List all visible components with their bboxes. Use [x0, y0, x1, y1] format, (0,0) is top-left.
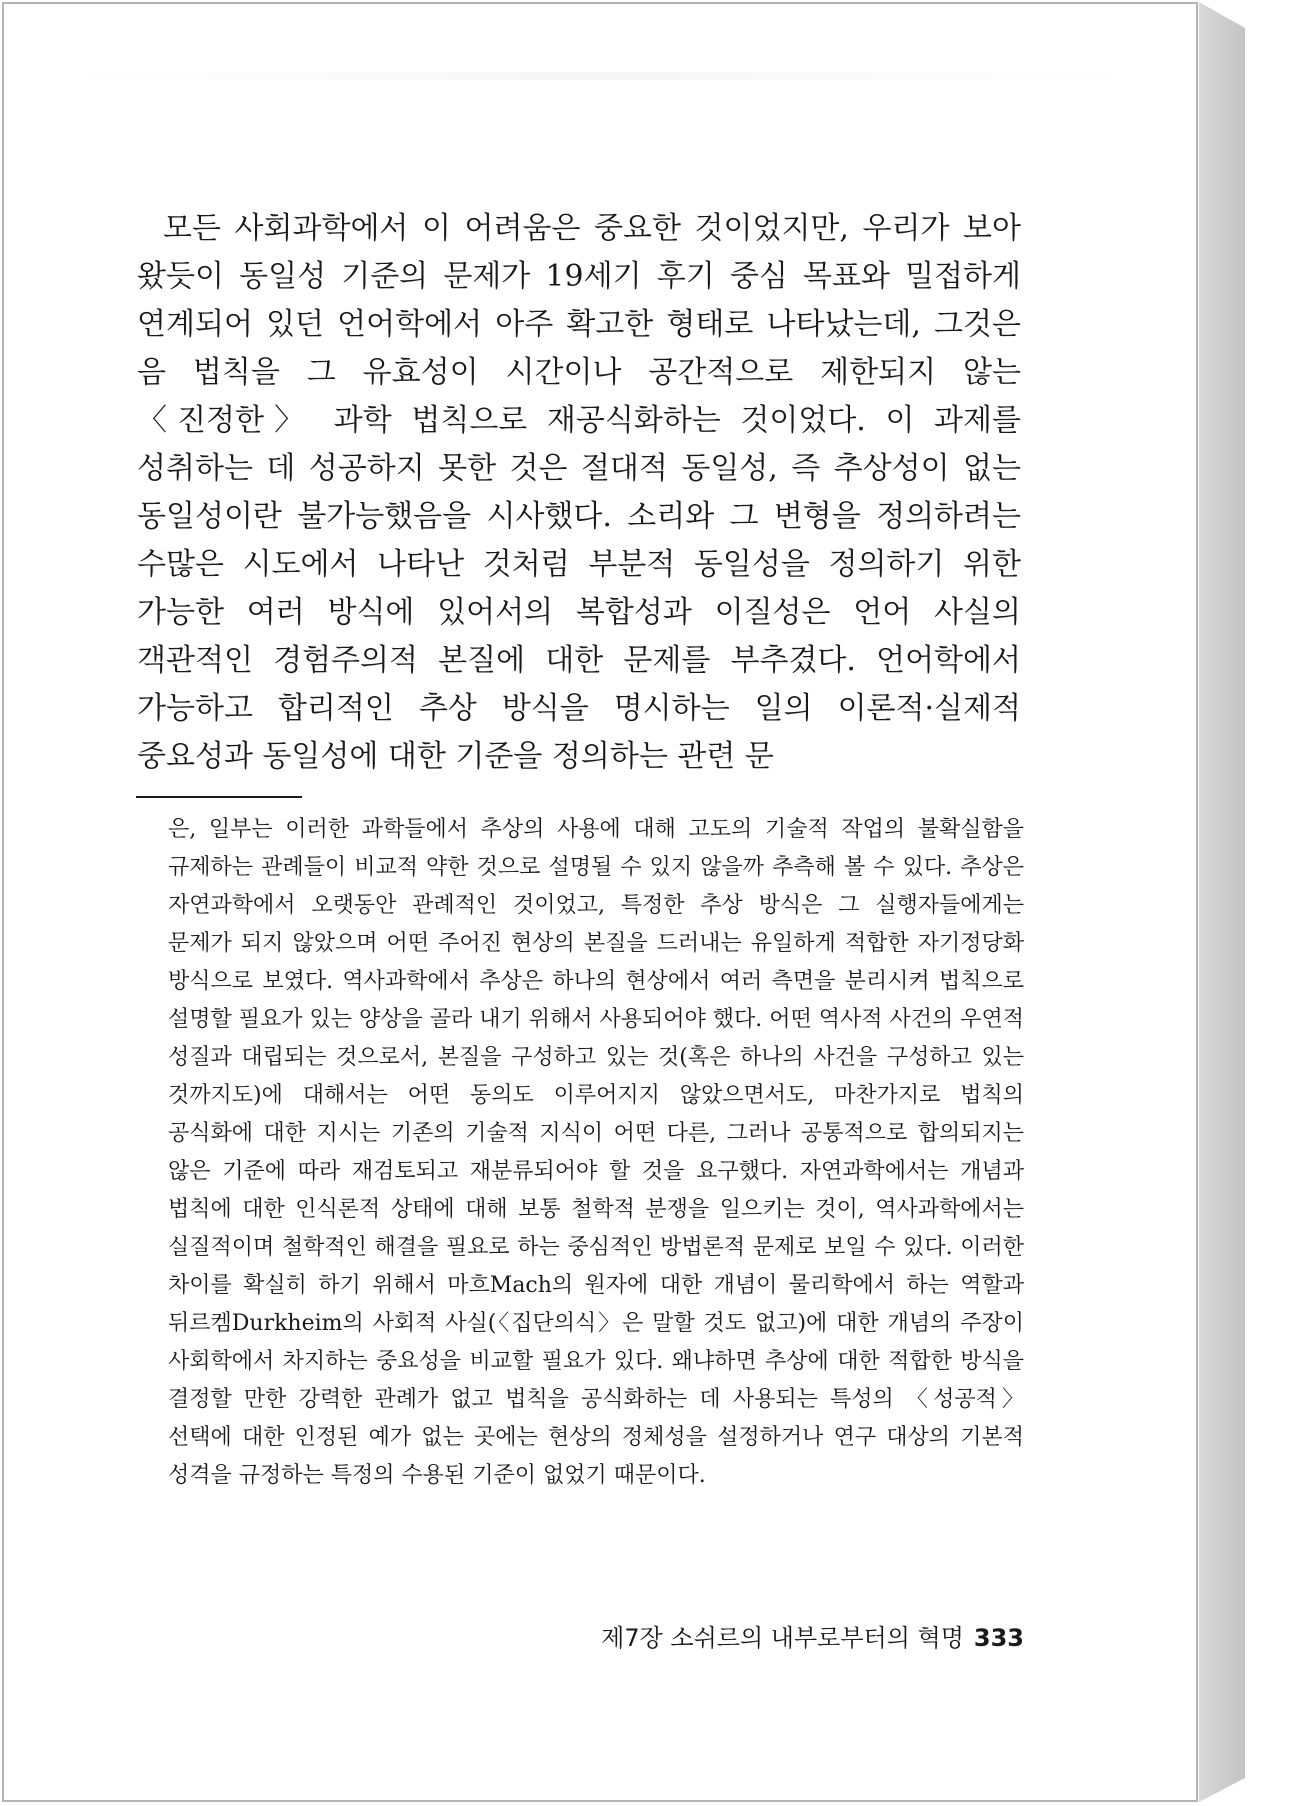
footnote-divider	[136, 796, 302, 798]
footnote-text: 은, 일부는 이러한 과학들에서 추상의 사용에 대해 고도의 기술적 작업의 불확실함을 규제하는 관례들이 비교적 약한 것으로 설명될 수 있지 않을까 추측해 볼 수 있다. 추상은 자연과학에서 오랫동안 관례적인 것이었고, 특정한 추상 방식은 그 실행자들에게는 문제가 되지 않았으며 어떤 주어진 현상의 본질을 드러내는 유일하게 적합한 자기정당화 방식으로 보였다. 역사과학에서 추상은 하나의 현상에서 여러 측면을 분리시켜 법칙으로 설명할 필요가 있는 양상을 골라 내기 위해서 사용되어야 했다. 어떤 역사적 사건의 우연적 성질과 대립되는 것으로서, 본질을 구성하고 있는 것(혹은 하나의 사건을 구성하고 있는 것까지도)에 대해서는 어떤 동의도 이루어지지 않았으면서도, 마찬가지로 법칙의 공식화에 대한 지시는 기존의 기술적 지식이 어떤 다른, 그러나 공통적으로 합의되지는 않은 기준에 따라 재검토되고 재분류되어야 할 것을 요구했다. 자연과학에서는 개념과 법칙에 대한 인식론적 상태에 대해 보통 철학적 분쟁을 일으키는 것이, 역사과학에서는 실질적이며 철학적인 해결을 필요로 하는 중심적인 방법론적 문제로 보일 수 있다. 이러한 차이를 확실히 하기 위해서 마흐Mach의 원자에 대한 개념이 물리학에서 하는 역할과 뒤르켐Durkheim의 사회적 사실(〈집단의식〉은 말할 것도 없고)에 대한 개념의 주장이 사회학에서 차지하는 중요성을 비교할 필요가 있다. 왜냐하면 추상에 대한 적합한 방식을 결정할 만한 강력한 관례가 없고 법칙을 공식화하는 데 사용되는 특성의 〈성공적〉 선택에 대한 인정된 예가 없는 곳에는 현상의 정체성을 설정하거나 연구 대상의 기본적 성격을 규정하는 특정의 수용된 기준이 없었기 때문이다.	[168, 817, 1024, 1488]
scan-shadow	[60, 72, 1140, 80]
running-footer	[600, 1622, 1024, 1654]
book-page-edge	[1199, 2, 1245, 1802]
chapter-title: 제7장 소쉬르의 내부로부터의 혁명	[601, 1624, 964, 1652]
main-paragraph: 모든 사회과학에서 이 어려움은 중요한 것이었지만, 우리가 보아 왔듯이 동일성 기준의 문제가 19세기 후기 중심 목표와 밀접하게 연계되어 있던 언어학에서 아주 확고한 형태로 나타났는데, 그것은 음 법칙을 그 유효성이 시간이나 공간적으로 제한되지 않는 〈진정한〉 과학 법칙으로 재공식화하는 것이었다. 이 과제를 성취하는 데 성공하지 못한 것은 절대적 동일성, 즉 추상성이 없는 동일성이란 불가능했음을 시사했다. 소리와 그 변형을 정의하려는 수많은 시도에서 나타난 것처럼 부분적 동일성을 정의하기 위한 가능한 여러 방식에 있어서의 복합성과 이질성은 언어 사실의 객관적인 경험주의적 본질에 대한 문제를 부추겼다. 언어학에서 가능하고 합리적인 추상 방식을 명시하는 일의 이론적·실제적 중요성과 동일성에 대한 기준을 정의하는 관련 문	[137, 211, 1021, 774]
page-number: 333	[973, 1624, 1024, 1652]
